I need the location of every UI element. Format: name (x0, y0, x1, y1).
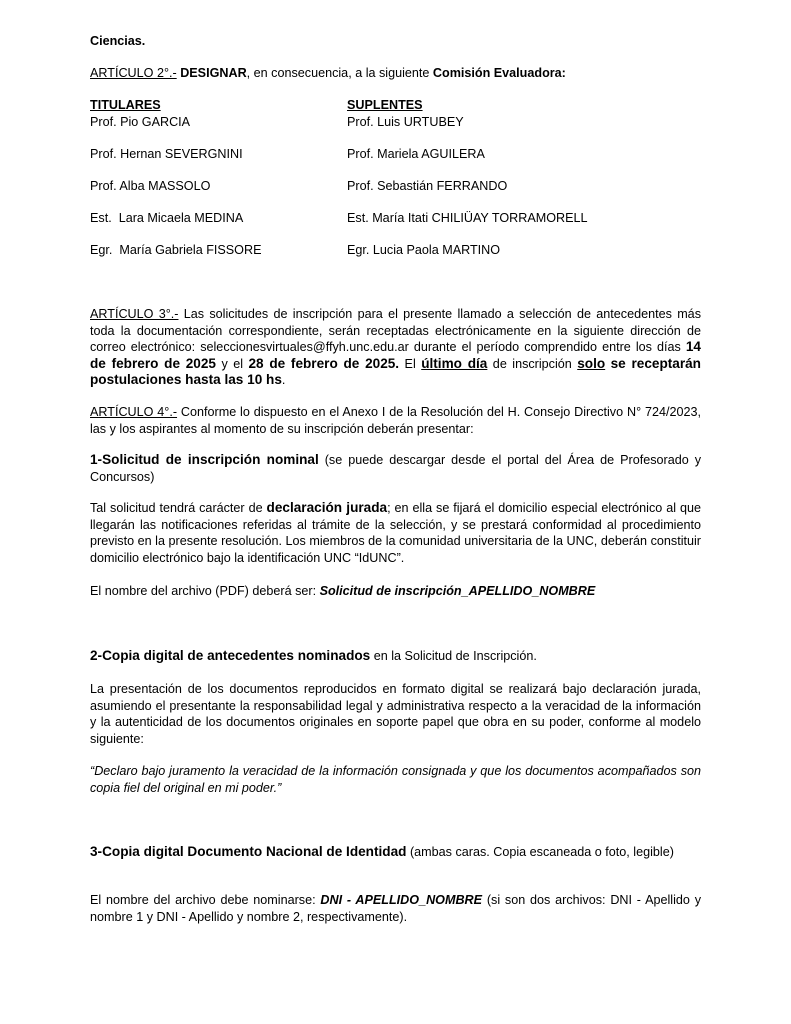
article-3-label: ARTÍCULO 3°.- (90, 307, 179, 321)
suplente-item: Egr. Lucia Paola MARTINO (347, 243, 501, 257)
titular-item: Prof. Pio GARCIA (90, 115, 191, 129)
suplente-item: Prof. Mariela AGUILERA (347, 147, 485, 161)
date-end: 28 de febrero de 2025. (248, 355, 400, 371)
article-2-verb: DESIGNAR (180, 66, 247, 80)
item-2-paragraph: La presentación de los documentos reproducidos en formato digital se realizará bajo declaración jurada, asumiendo el presentante la responsabilidad legal y administrativa respecto a la veracidad de la información y la autenticidad de los documentos originales en soporte papel que obra en su poder, conforme al modelo siguiente: (90, 682, 701, 746)
heading-continuation: Ciencias. (90, 34, 146, 48)
item-1-file-name: El nombre del archivo (PDF) deberá ser: Solicitud de inscripción_APELLIDO_NOMBRE (90, 584, 596, 598)
titular-item: Prof. Alba MASSOLO (90, 179, 211, 193)
article-2-label: ARTÍCULO 2°.- (90, 66, 177, 80)
titulares-header: TITULARES (90, 98, 161, 112)
item-1-title: 1-Solicitud de inscripción nominal (90, 452, 319, 467)
deadline-note: se receptarán postulaciones hasta las 10 hs (90, 355, 701, 387)
article-2 (90, 65, 701, 82)
suplente-item: Prof. Luis URTUBEY (347, 115, 464, 129)
item-2-heading: 2-Copia digital de antecedentes nominados en la Solicitud de Inscripción. (90, 648, 537, 663)
article-4: ARTÍCULO 4°.- Conforme lo dispuesto en el Anexo I de la Resolución del H. Consejo Directivo N° 724/2023, las y los aspirantes al momento de su inscripción deberán presentar: (90, 405, 701, 436)
article-2-emph: Comisión Evaluadora: (432, 66, 566, 80)
item-1-paragraph: Tal solicitud tendrá carácter de declaración jurada; en ella se fijará el domicilio especial electrónico al que llegarán las notificaciones referidas al trámite de la selección, y se prestará conformidad al procedimiento previsto en la presente resolución. Los miembros de la comunidad universitaria de la UNC, deberán constituir domicilio electrónico bajo la identificación UNC “IdUNC”. (90, 500, 701, 565)
item-3-title: 3-Copia digital Documento Nacional de Identidad (90, 844, 407, 859)
declaracion-jurada: declaración jurada (266, 500, 388, 515)
file-name-pattern: Solicitud de inscripción_APELLIDO_NOMBRE (319, 584, 596, 598)
date-start: 14 de febrero de 2025 (90, 339, 701, 371)
dni-file-pattern: DNI - APELLIDO_NOMBRE (320, 893, 483, 907)
item-1-heading: 1-Solicitud de inscripción nominal (se puede descargar desde el portal del Área de Profesorado y Concursos) (90, 452, 701, 484)
suplente-item: Prof. Sebastián FERRANDO (347, 179, 508, 193)
solo: solo (577, 355, 606, 371)
item-3-heading: 3-Copia digital Documento Nacional de Identidad (ambas caras. Copia escaneada o foto, legible) (90, 844, 674, 859)
item-3-paragraph: El nombre del archivo debe nominarse: DNI - APELLIDO_NOMBRE (si son dos archivos: DNI - Apellido y nombre 1 y DNI - Apellido y nombre 2, respectivamente). (90, 893, 701, 924)
ultimo-dia: último día (421, 355, 488, 371)
item-2-title: 2-Copia digital de antecedentes nominados (90, 648, 371, 663)
titular-item: Egr. María Gabriela FISSORE (90, 243, 262, 257)
article-3: ARTÍCULO 3°.- Las solicitudes de inscripción para el presente llamado a selección de antecedentes más toda la documentación correspondiente, serán receptadas electrónicamente en la siguiente dirección de correo electrónico: seleccionesvirtuales@ffyh.unc.edu.ar durante el período comprendido entre los días 14 de febrero de 2025 y el 28 de febrero de 2025. El último día de inscripción solo se receptarán postulaciones hasta las 10 hs. (90, 307, 701, 387)
item-2-quote: “Declaro bajo juramento la veracidad de la información consignada y que los documentos acompañados son copia fiel del original en mi poder.” (90, 764, 701, 795)
suplente-item: Est. María Itati CHILIÜAY TORRAMORELL (347, 211, 588, 225)
titular-item: Est. Lara Micaela MEDINA (90, 211, 244, 225)
suplentes-header: SUPLENTES (347, 98, 423, 112)
article-4-label: ARTÍCULO 4°.- (90, 405, 178, 419)
titular-item: Prof. Hernan SEVERGNINI (90, 147, 243, 161)
article-2-text: , en consecuencia, a la siguiente (246, 66, 433, 80)
